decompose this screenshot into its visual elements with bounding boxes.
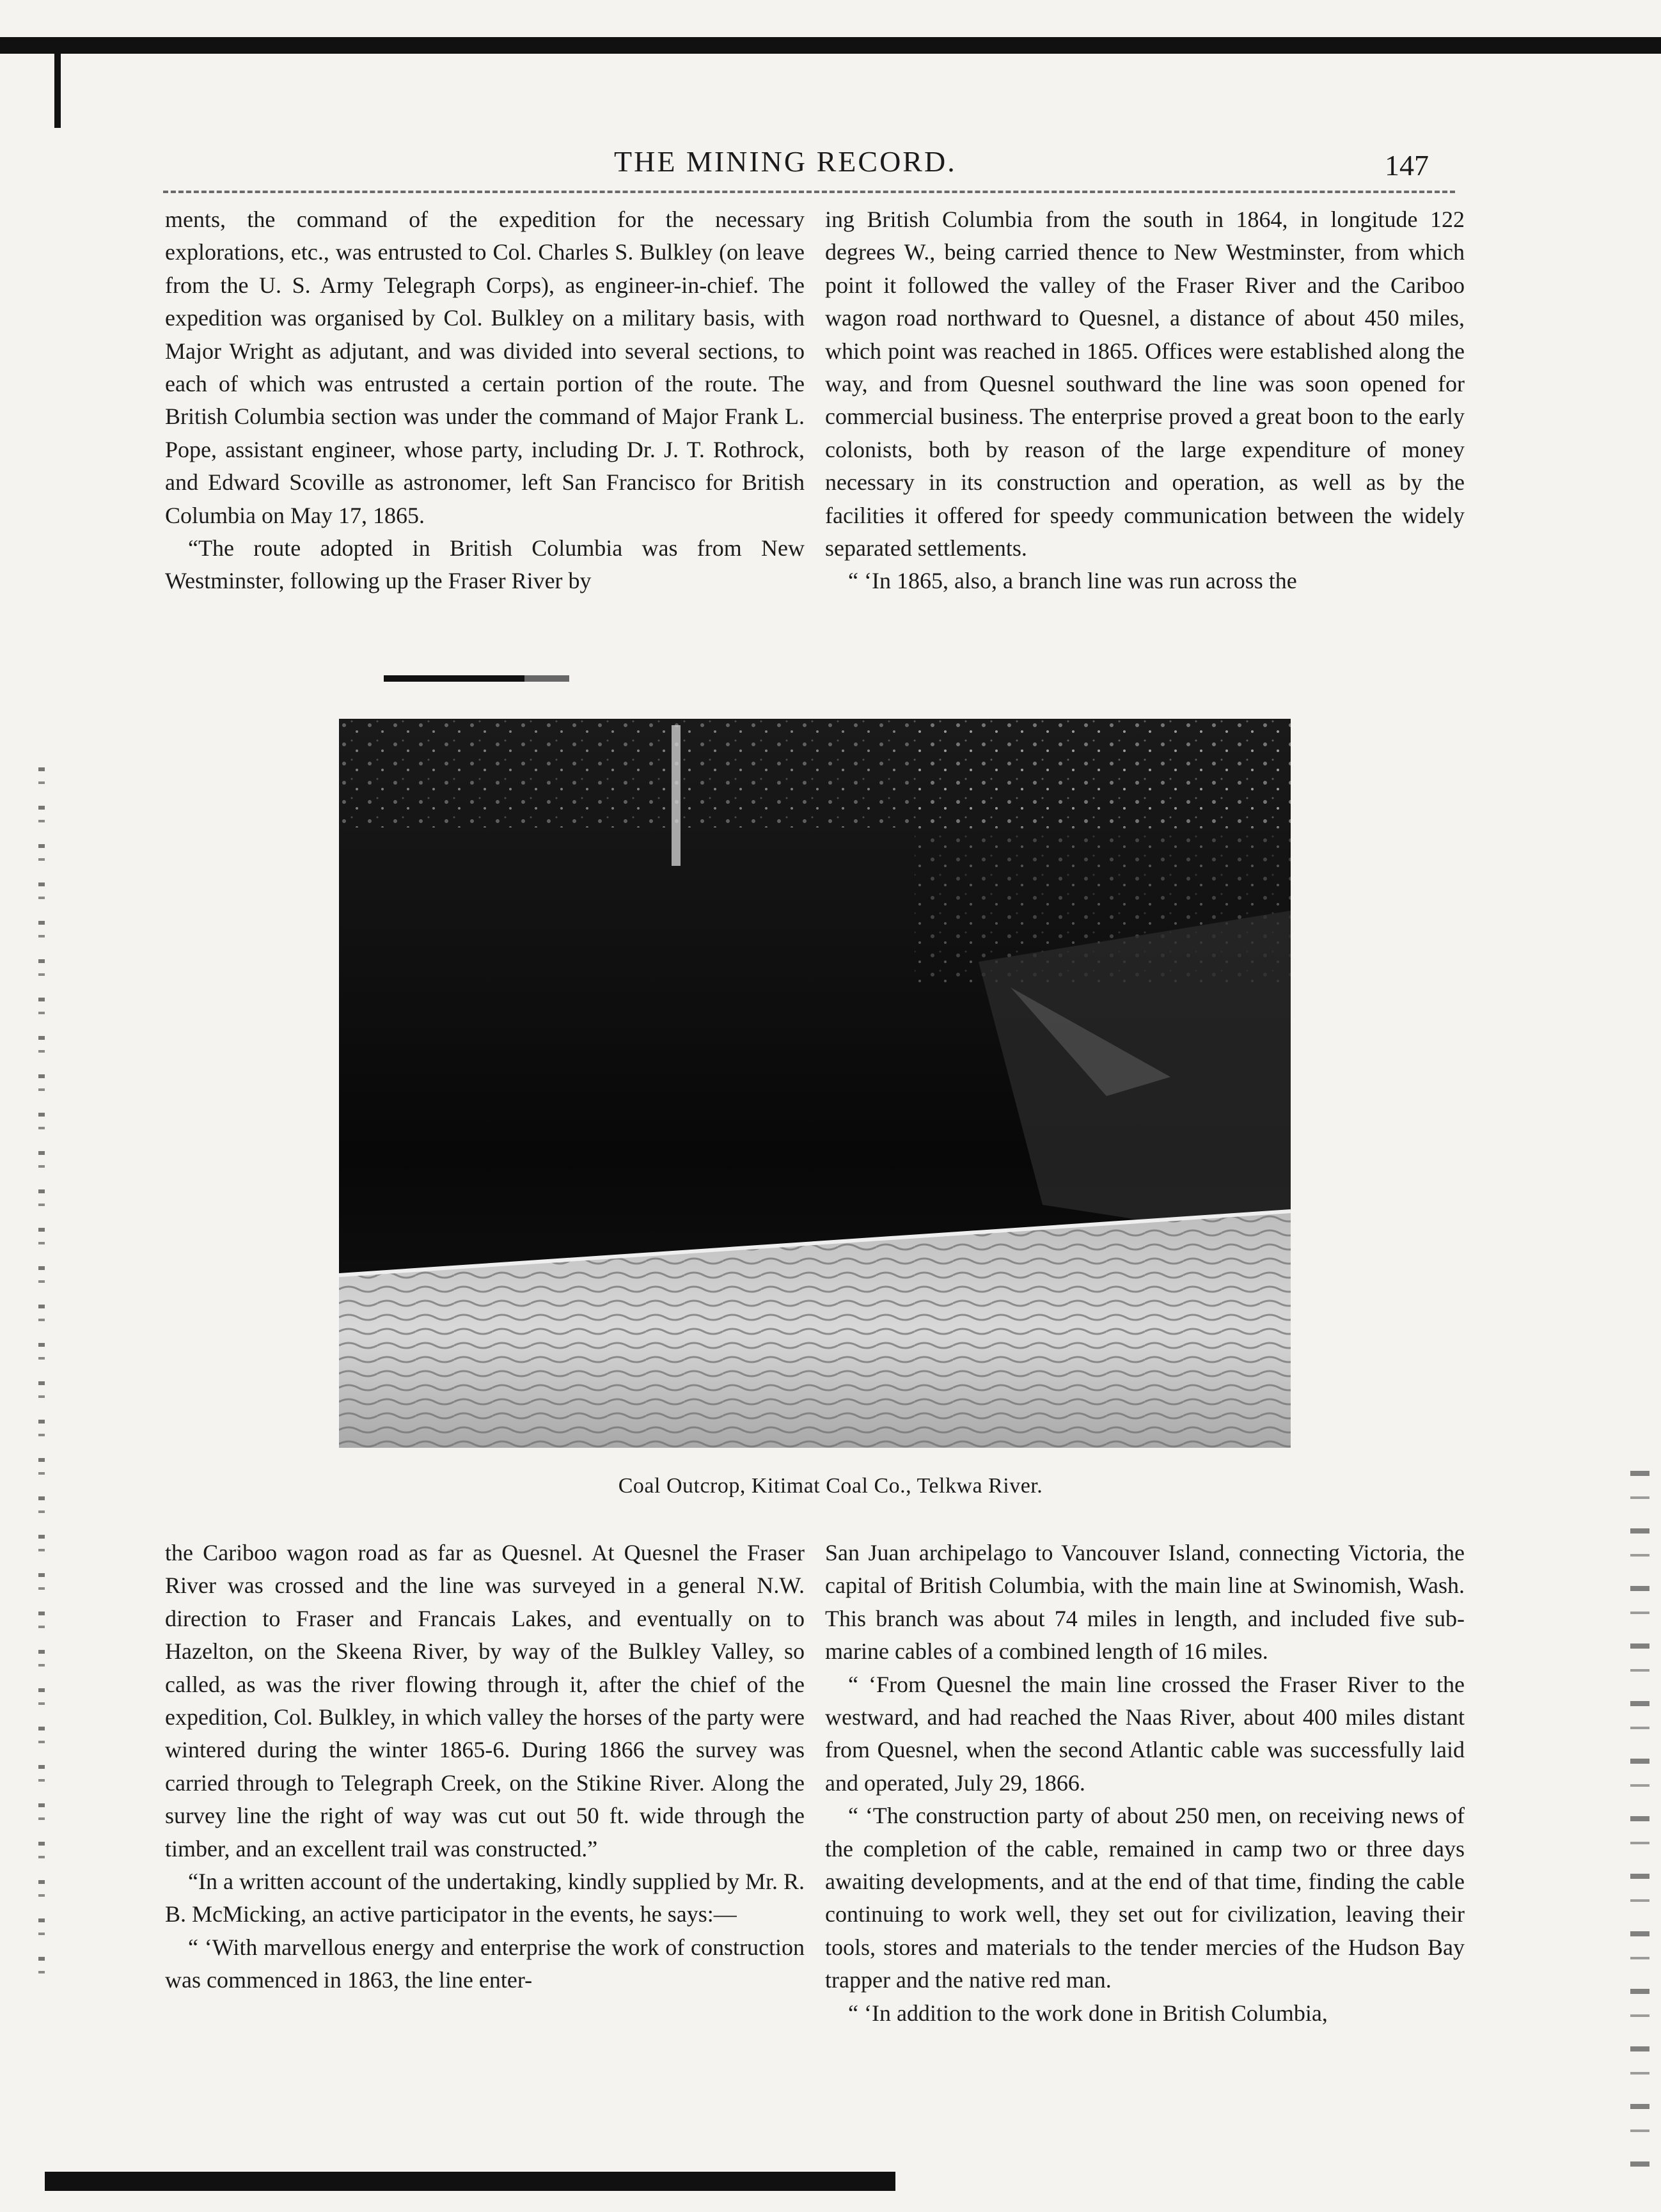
page-number: 147 bbox=[1385, 149, 1429, 182]
header-rule bbox=[163, 191, 1455, 193]
column-bottom-right bbox=[825, 1537, 1465, 2030]
photo-caption: Coal Outcrop, Kitimat Coal Co., Telkwa River. bbox=[618, 1474, 1043, 1498]
paragraph: San Juan archipelago to Vancouver Island, connecting Victoria, the capital of British Columbia, with the main line at Swinomish, Wash. This branch was about 74 miles in length, and included five sub-marine cables of a combined length of 16 miles. bbox=[825, 1540, 1465, 1665]
paragraph: “ ‘In 1865, also, a branch line was run across the bbox=[848, 568, 1297, 594]
column-top-left bbox=[165, 203, 805, 598]
section-rule bbox=[358, 675, 601, 682]
paragraph: “ ‘From Quesnel the main line crossed the Fraser River to the westward, and had reached the Naas River, about 400 miles distant from Quesnel, when the second Atlantic cable was successfully laid and operated, July 29, 1866. bbox=[825, 1671, 1465, 1796]
paragraph: ments, the command of the expedition for the necessary explorations, etc., was entrusted to Col. Charles S. Bulkley (on leave from the U. S. Army Telegraph Corps), as engineer-in-chief. The expedition was organised by Col. Bulkley on a military basis, with Major Wright as adjutant, and was divided into several sections, to each of which was entrusted a certain portion of the route. The British Columbia section was under the command of Major Frank L. Pope, assistant engineer, whose party, including Dr. J. T. Rothrock, and Edward Scoville as astronomer, left San Francisco for British Columbia on May 17, 1865. bbox=[165, 207, 805, 528]
coal-outcrop-photo bbox=[339, 719, 1291, 1448]
column-bottom-left bbox=[165, 1537, 805, 1997]
paragraph: the Cariboo wagon road as far as Quesnel. At Quesnel the Fraser River was crossed and the line was surveyed in a general N.W. direction to Fraser and Francais Lakes, and eventually on to Hazelton, on the Skeena River, by way of the Bulkley Valley, so called, as was the river flowing through it, after the chief of the expedition, Col. Bulkley, in which valley the horses of the party were wintered during the winter 1865-6. During 1866 the survey was carried through to Telegraph Creek, on the Stikine River. Along the survey line the right of way was cut out 50 ft. wide through the timber, and an excellent trail was constructed.” bbox=[165, 1540, 805, 1862]
scan-left-margin-noise bbox=[38, 767, 45, 1982]
column-top-right bbox=[825, 203, 1465, 598]
running-head: THE MINING RECORD. bbox=[614, 145, 957, 178]
scan-bottom-edge bbox=[45, 2172, 895, 2191]
paragraph: “In a written account of the undertaking, kindly supplied by Mr. R. B. McMicking, an active participator in the events, he says:— bbox=[165, 1869, 805, 1927]
paragraph: “ ‘In addition to the work done in British Columbia, bbox=[848, 2000, 1328, 2026]
paragraph: “The route adopted in British Columbia was from New Westminster, following up the Fraser River by bbox=[165, 535, 805, 594]
scan-right-margin-noise bbox=[1630, 1471, 1649, 2174]
photo-image bbox=[339, 719, 1291, 1448]
paragraph: ing British Columbia from the south in 1864, in longitude 122 degrees W., being carried thence to New Westminster, from which point it followed the valley of the Fraser River and the Cariboo wagon road northward to Quesnel, a distance of about 450 miles, which point was reached in 1865. Offices were established along the way, and from Quesnel southward the line was soon opened for commercial business. The enterprise proved a great boon to the early colonists, both by reason of the large expenditure of money necessary in its construction and operation, as well as by the facilities it offered for speedy communication between the widely separated settlements. bbox=[825, 207, 1465, 561]
scan-top-edge bbox=[0, 37, 1661, 54]
scan-corner-mark bbox=[0, 45, 61, 128]
paragraph: “ ‘The construction party of about 250 men, on receiving news of the completion of the cable, remained in camp two or three days awaiting developments, and at the end of that time, finding the cable continuing to work well, they set out for civilization, leaving their tools, stores and materials to the tender mercies of the Hudson Bay trapper and the native red man. bbox=[825, 1803, 1465, 1993]
paragraph: “ ‘With marvellous energy and enterprise the work of construction was commenced in 1863, the line enter- bbox=[165, 1934, 805, 1993]
